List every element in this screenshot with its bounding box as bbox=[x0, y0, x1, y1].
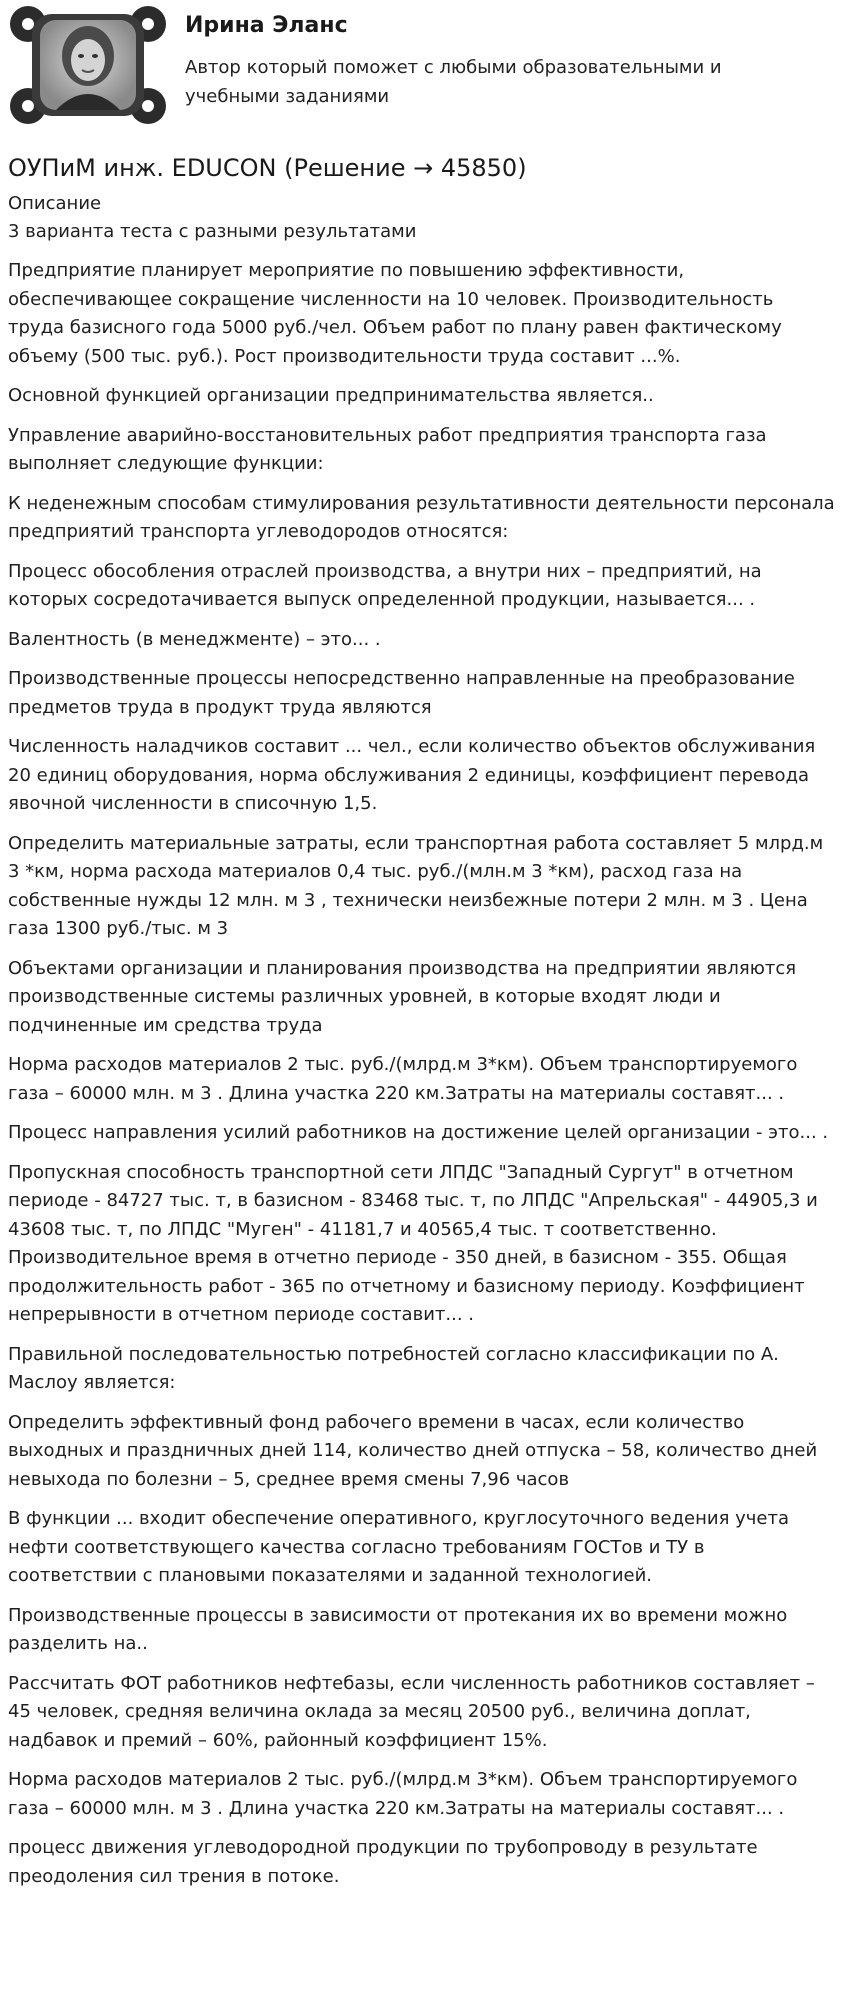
question-item: Рассчитать ФОТ работников нефтебазы, если численность работников составляет – 45 человек, средняя величина оклада за месяц 20500 руб., величина доплат, надбавок и премий – 60%, районный коэффициент 15%. bbox=[8, 1672, 815, 1751]
question-item: Управление аварийно-восстановительных работ предприятия транспорта газа выполняет следующие функции: bbox=[8, 424, 767, 474]
question-item: Производственные процессы в зависимости от протекания их во времени можно разделить на.. bbox=[8, 1604, 788, 1654]
question-item: Предприятие планирует мероприятие по повышению эффективности, обеспечивающее сокращение численности на 10 человек. Производительность труда базисного года 5000 руб./чел. Объем работ по плану равен фактическому объему (500 тыс. руб.). Рост производительности труда составит ...%. bbox=[8, 260, 782, 367]
question-item: Процесс направления усилий работников на достижение целей организации - это... . bbox=[8, 1122, 829, 1143]
document-title: ОУПиМ инж. EDUCON (Решение → 45850) bbox=[8, 154, 527, 182]
question-item: Норма расходов материалов 2 тыс. руб./(млрд.м 3*км). Объем транспортируемого газа – 60000 млн. м 3 . Длина участка 220 км.Затраты на материалы составят... . bbox=[8, 1054, 798, 1104]
author-avatar bbox=[8, 4, 168, 126]
author-description: Автор который поможет с любыми образовательными и учебными заданиями bbox=[185, 57, 722, 107]
question-item: Норма расходов материалов 2 тыс. руб./(млрд.м 3*км). Объем транспортируемого газа – 60000 млн. м 3 . Длина участка 220 км.Затраты на материалы составят... . bbox=[8, 1769, 798, 1819]
question-item: Определить материальные затраты, если транспортная работа составляет 5 млрд.м 3 *км, норма расхода материалов 0,4 тыс. руб./(млн.м 3 *км), расход газа на собственные нужды 12 млн. м 3 , технически неизбежные потери 2 млн. м 3 . Цена газа 1300 руб./тыс. м 3 bbox=[8, 832, 824, 939]
question-item: Пропускная способность транспортной сети ЛПДС "Западный Сургут" в отчетном периоде - 84727 тыс. т, в базисном - 83468 тыс. т, по ЛПДС "Апрельская" - 44905,3 и 43608 тыс. т, по ЛПДС "Муген" - 41181,7 и 40565,4 тыс. т соответственно. Производительное время в отчетно периоде - 350 дней, в базисном - 355. Общая продолжительность работ - 365 по отчетному и базисному периоду. Коэффициент непрерывности в отчетном периоде составит... . bbox=[8, 1161, 818, 1325]
question-item: процесс движения углеводородной продукции по трубопроводу в результате преодоления сил трения в потоке. bbox=[8, 1837, 758, 1887]
question-item: К неденежным способам стимулирования результативности деятельности персонала предприятий транспорта углеводородов относятся: bbox=[8, 492, 835, 542]
question-item: Основной функцией организации предпринимательства является.. bbox=[8, 385, 654, 406]
question-item: Производственные процессы непосредственно направленные на преобразование предметов труда в продукт труда являются bbox=[8, 668, 795, 718]
description-text: 3 варианта теста с разными результатами bbox=[8, 221, 417, 242]
author-name[interactable]: Ирина Эланс bbox=[185, 13, 348, 38]
author-card bbox=[8, 0, 835, 128]
description-label: Описание bbox=[8, 193, 102, 214]
question-item: Процесс обособления отраслей производства, а внутри них – предприятий, на которых сосредотачивается выпуск определенной продукции, называется... . bbox=[8, 560, 762, 610]
question-list bbox=[8, 257, 835, 1891]
question-item: В функции ... входит обеспечение оперативного, круглосуточного ведения учета нефти соответствующего качества согласно требованиям ГОСТов и ТУ в соответствии с плановыми показателями и заданной технологией. bbox=[8, 1508, 790, 1586]
question-item: Численность наладчиков составит ... чел., если количество объектов обслуживания 20 единиц оборудования, норма обслуживания 2 единицы, коэффициент перевода явочной численности в списочную 1,5. bbox=[8, 736, 816, 814]
question-item: Правильной последовательностью потребностей согласно классификации по А. Маслоу является: bbox=[8, 1343, 779, 1393]
question-item: Объектами организации и планирования производства на предприятии являются производственные системы различных уровней, в которые входят люди и подчиненные им средства труда bbox=[8, 957, 797, 1036]
question-item: Валентность (в менеджменте) – это... . bbox=[8, 628, 381, 650]
question-item: Определить эффективный фонд рабочего времени в часах, если количество выходных и праздничных дней 114, количество дней отпуска – 58, количество дней невыхода по болезни – 5, среднее время смены 7,96 часов bbox=[8, 1411, 818, 1490]
